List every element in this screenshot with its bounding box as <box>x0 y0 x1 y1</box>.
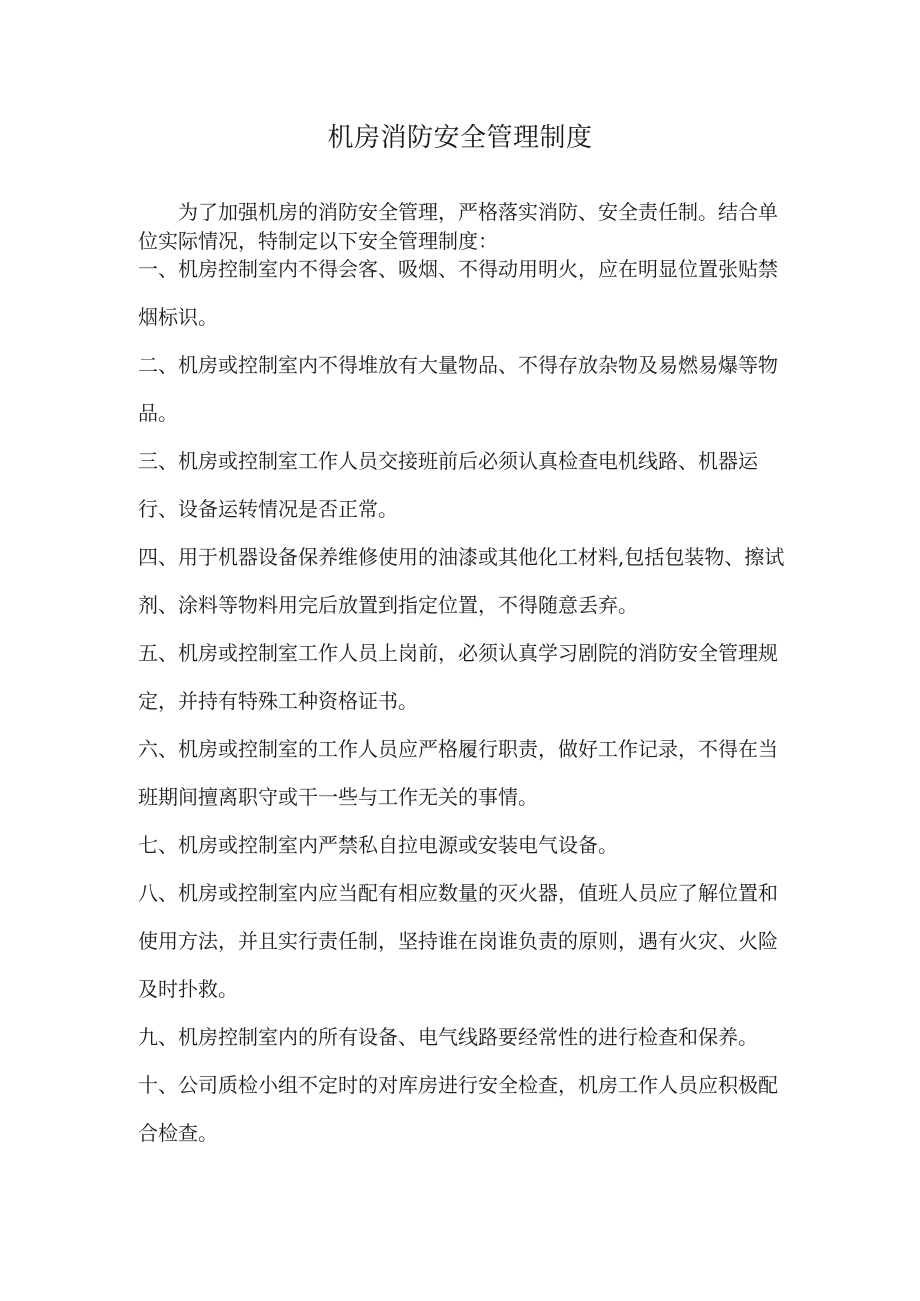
intro-paragraph: 为了加强机房的消防安全管理，严格落实消防、安全责任制。结合单位实际情况，特制定以下安全管理制度： <box>138 200 778 253</box>
regulation-item-3: 三、机房或控制室工作人员交接班前后必须认真检查电机线路、机器运行、设备运转情况是否正常。 <box>138 449 758 521</box>
regulation-item-9: 九、机房控制室内的所有设备、电气线路要经常性的进行检查和保养。十、公司质检小组不定时的对库房进行安全检查，机房工作人员应积极配合检查。 <box>138 1025 778 1145</box>
regulation-item-5: 五、机房或控制室工作人员上岗前，必须认真学习剧院的消防安全管理规定，并持有特殊工种资格证书。 <box>138 641 778 713</box>
regulation-item-1: 一、机房控制室内不得会客、吸烟、不得动用明火，应在明显位置张贴禁烟标识。 <box>138 257 778 329</box>
regulation-item-4: 四、用于机器设备保养维修使用的油漆或其他化工材料,包括包装物、擦试剂、涂料等物料用完后放置到指定位置，不得随意丢弃。 <box>138 545 785 617</box>
regulation-item-6: 六、机房或控制室的工作人员应严格履行职责，做好工作记录，不得在当班期间擅离职守或干一些与工作无关的事情。 <box>138 737 778 809</box>
document-title: 机房消防安全管理制度 <box>327 123 593 153</box>
regulation-list <box>138 245 788 1157</box>
regulation-item-7: 七、机房或控制室内严禁私自拉电源或安装电气设备。 <box>138 833 618 857</box>
regulation-item-2: 二、机房或控制室内不得堆放有大量物品、不得存放杂物及易燃易爆等物品。 <box>138 353 778 425</box>
regulation-item-8: 八、机房或控制室内应当配有相应数量的灭火器，值班人员应了解位置和使用方法，并且实行责任制，坚持谁在岗谁负责的原则，遇有火灾、火险及时扑救。 <box>138 881 778 1001</box>
